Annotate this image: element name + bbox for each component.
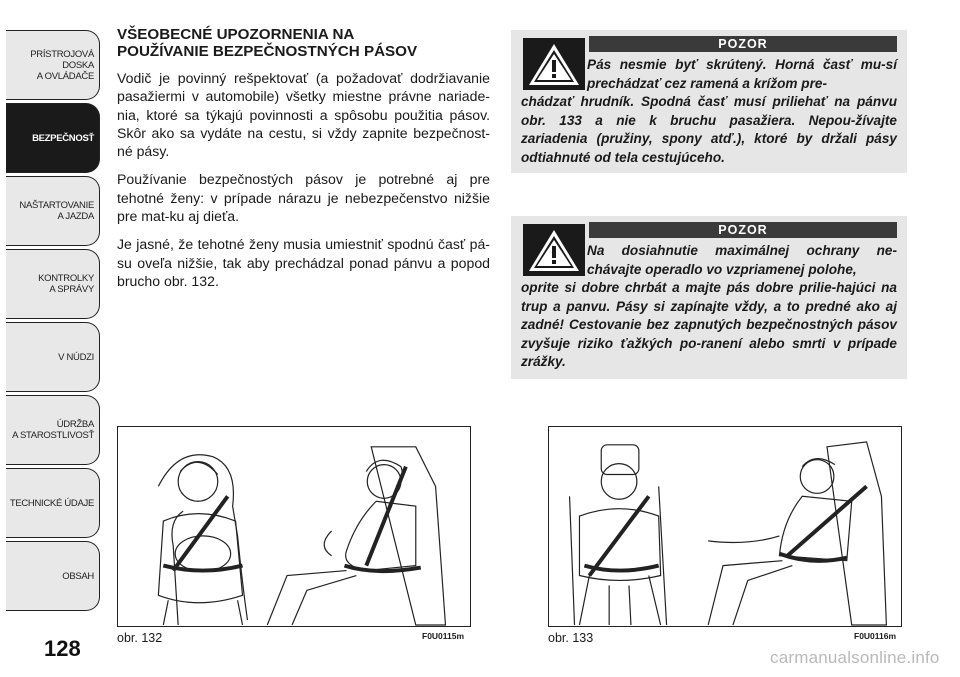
warning-text-rest: chádzať hrudník. Spodná časť musí priliehať na pánvu obr. 133 a nie k bruchu pasažiera. Nepou-žívajte zariadenia (pružiny, spony atď.), ktoré by držali pásy odtiahnuté od tela cestujúceho. xyxy=(521,94,897,165)
tab-technicke-udaje[interactable] xyxy=(6,468,100,538)
heading-line: VŠEOBECNÉ UPOZORNENIA NA xyxy=(117,26,355,43)
figure-132-pregnant-seatbelt xyxy=(117,426,471,627)
main-text-column xyxy=(117,26,490,300)
paragraph: Vodič je povinný rešpektovať (a požadovať dodržiavanie pasažiermi v automobile) všetky miestne právne nariade-nia, ktoré sa týkajú povinnosti a spôsobu použitia pásov. Skôr ako sa vydáte na cestu, si vždy zapnite bezpečnost-né pásy. xyxy=(117,70,490,160)
tab-label: TECHNICKÉ ÚDAJE xyxy=(9,497,94,509)
figure-code: F0U0115m xyxy=(422,631,465,641)
figure-caption: obr. 132 xyxy=(117,631,163,645)
tab-label: V NÚDZI xyxy=(58,351,94,363)
figure-code: F0U0116m xyxy=(854,631,897,641)
tab-label: DOSKA xyxy=(62,59,94,71)
section-heading xyxy=(117,26,490,60)
warning-box-1 xyxy=(511,30,907,173)
tab-label: A JAZDA xyxy=(57,211,94,222)
tab-label: A SPRÁVY xyxy=(49,284,94,295)
tab-v-nudzi[interactable] xyxy=(6,322,100,392)
warning-text-first: Na dosiahnutie maximálnej ochrany ne-chávajte operadlo vo vzpriamenej polohe, xyxy=(587,243,897,277)
chapter-tabs xyxy=(0,0,102,640)
tab-label: KONTROLKY xyxy=(38,273,94,284)
tab-kontrolky[interactable] xyxy=(6,249,100,319)
tab-label: NAŠTARTOVANIE xyxy=(19,200,94,211)
seatbelt-illustration xyxy=(549,427,901,626)
warning-text-first: Pás nesmie byť skrútený. Horná časť mu-sí prechádzať cez ramená a krížom pre- xyxy=(587,57,897,91)
tab-label: ÚDRŽBA xyxy=(56,419,94,430)
warning-title: POZOR xyxy=(589,36,897,52)
tab-label: BEZPEČNOSŤ xyxy=(32,132,94,144)
watermark: carmanualsonline.info xyxy=(770,648,940,667)
tab-bezpecnost[interactable] xyxy=(6,103,100,173)
figure-caption: obr. 133 xyxy=(548,631,594,645)
warning-title: POZOR xyxy=(589,222,897,238)
tab-nastartovanie[interactable] xyxy=(6,176,100,246)
tab-pristrojova-doska[interactable] xyxy=(6,30,100,100)
warning-triangle-icon xyxy=(523,38,585,90)
tab-udrzba[interactable] xyxy=(6,395,100,465)
tab-obsah[interactable] xyxy=(6,541,100,611)
page-number: 128 xyxy=(44,636,81,661)
tab-label: OBSAH xyxy=(62,570,94,582)
paragraph: Používanie bezpečnostých pásov je potrebné aj pre tehotné ženy: v prípade nárazu je nebezpečenstvo nižšie pre mat-ku aj dieťa. xyxy=(117,171,490,225)
warning-triangle-icon xyxy=(523,224,585,276)
tab-label: A OVLÁDAČE xyxy=(36,70,94,82)
tab-label: PRÍSTROJOVÁ xyxy=(30,48,94,60)
paragraph: Je jasné, že tehotné ženy musia umiestniť spodnú časť pá-su oveľa nižšie, tak aby prechádzal ponad pánvu a popod brucho obr. 132. xyxy=(117,236,490,289)
heading-line: POUŽÍVANIE BEZPEČNOSTNÝCH PÁSOV xyxy=(117,43,418,60)
warning-text-rest: oprite si dobre chrbát a majte pás dobre prilie-hajúci na trup a panvu. Pásy si zapínajte vždy, a to predné ako aj zadné! Cestovanie bez zapnutých bezpečnostných pásov zvyšuje riziko ťažkých po-ranení alebo smrti v prípade zrážky. xyxy=(521,280,897,369)
tab-label: A STAROSTLIVOSŤ xyxy=(12,430,94,441)
figure-133-seatbelt-position xyxy=(548,426,902,627)
warning-box-2 xyxy=(511,216,907,379)
seatbelt-illustration xyxy=(118,427,470,626)
